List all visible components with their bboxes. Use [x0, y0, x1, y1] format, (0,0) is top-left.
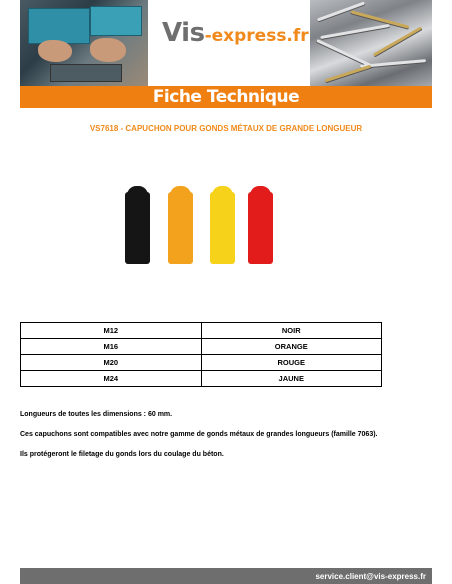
size-cell: M20: [21, 355, 202, 371]
table-row: [21, 323, 382, 339]
product-notes: [20, 410, 432, 470]
size-cell: M24: [21, 371, 202, 387]
footer-email-link[interactable]: service.client@vis-express.fr: [315, 571, 426, 581]
color-cell: JAUNE: [201, 371, 382, 387]
cap-yellow: [210, 186, 235, 264]
fiche-technique-banner: [20, 86, 432, 108]
banner-title: Fiche Technique: [152, 87, 300, 107]
color-cell: ROUGE: [201, 355, 382, 371]
color-cell: ORANGE: [201, 339, 382, 355]
color-cell: NOIR: [201, 323, 382, 339]
header-photo-workshop: [20, 0, 148, 86]
note-protection: Ils protégeront le filetage du gonds lors du coulage du béton.: [20, 451, 224, 458]
cap-orange: [168, 186, 193, 264]
size-cell: M12: [21, 323, 202, 339]
header-photo-screws: [310, 0, 432, 86]
cap-black: [125, 186, 150, 264]
logo-text-domain: -express.fr: [204, 26, 309, 46]
size-cell: M16: [21, 339, 202, 355]
note-length: Longueurs de toutes les dimensions : 60 mm.: [20, 411, 173, 418]
footer-bar: [20, 568, 432, 584]
cap-red: [248, 186, 273, 264]
product-title: VS7618 - CAPUCHON POUR GONDS MÉTAUX DE GRANDE LONGUEUR: [89, 124, 363, 133]
table-row: [21, 339, 382, 355]
header: [20, 0, 432, 86]
logo-text-vis: Vis: [162, 18, 205, 48]
table-row: [21, 355, 382, 371]
product-caps-image: [125, 186, 273, 264]
brand-logo[interactable]: [162, 18, 312, 58]
size-color-table: [20, 322, 382, 387]
note-compatibility: Ces capuchons sont compatibles avec notre gamme de gonds métaux de grandes longueurs (famille 7063).: [20, 431, 378, 438]
table-row: [21, 371, 382, 387]
